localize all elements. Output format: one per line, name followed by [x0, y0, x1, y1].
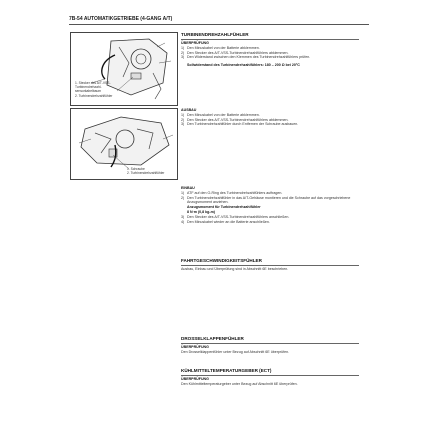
callout-item: 1. Stecker des A/T-VSS-Turbinendrehzahl- [75, 81, 111, 90]
subsection-title: ÜBERPRÜFUNG [181, 345, 209, 349]
section-title: DROSSELKLAPPENFÜHLER [181, 336, 244, 341]
list-item: 3) Den Widerstand zwischen den Klemmen des Turbinendrehzahlfühlers prüfen. [181, 55, 311, 60]
header-rule [69, 24, 369, 25]
turbine-sensor-section [181, 32, 359, 68]
list-item: 3) Den Turbinendrehzahlfühler durch Entfernen der Schraube ausbauen. [181, 122, 299, 127]
list-item: 2) Den Turbinendrehzahlfühler in das A/T-Gehäuse montieren und die Schraube auf das vorgeschriebene Anzugsmoment anziehen. [181, 195, 351, 205]
figure-turbine-sensor-connector [70, 32, 178, 106]
throttle-sensor-section [181, 336, 359, 355]
section-text: Den Kühlmitteltemperaturgeber unter Bezug auf Abschnitt 6E überprüfen. [181, 381, 298, 386]
subsection-title: EINBAU [181, 186, 195, 190]
vss-section [181, 258, 359, 272]
callout-item: 2. Turbinendrehzahlfühler [75, 93, 113, 98]
section-title: FAHRTGESCHWINDIGKEITSFÜHLER [181, 258, 262, 263]
list-item: 1) Den Minuskabel von der Batterie abklemmen. [181, 45, 260, 50]
page-header: 7B-54 AUTOMATIKGETRIEBE (4-GANG A/T) [69, 16, 173, 22]
list-item: 2) Den Stecker des A/T-VSS-Turbinendrehzahlfühlers abklemmen. [181, 117, 289, 122]
figure-turbine-sensor-bolt [70, 108, 178, 180]
section-rule [181, 375, 359, 376]
turbine-removal-section [181, 108, 359, 127]
subsection-title: AUSBAU [181, 108, 197, 112]
figure-1-callouts [75, 81, 121, 98]
section-text: Ausbau, Einbau und Überprüfung sind in Abschnitt 6E beschrieben. [181, 267, 289, 271]
subsection-title: ÜBERPRÜFUNG [181, 377, 209, 381]
resistance-spec: Sollwiderstand des Turbinendrehzahlfühlers: 180 – 200 Ω bei 20°C [187, 63, 300, 68]
callout-item: 2. Turbinendrehzahlfühler [127, 171, 165, 176]
list-item: 2) Den Stecker des A/T-VSS-Turbinendrehzahlfühlers abklemmen. [181, 50, 289, 55]
ect-section [181, 368, 359, 387]
section-rule [181, 343, 359, 344]
turbine-install-section [181, 186, 359, 224]
list-item: 4) Den Minuskabel wieder an die Batterie anschließen. [181, 219, 270, 224]
torque-label: Anzugsmoment für Turbinendrehzahlfühler [187, 205, 261, 210]
figure-2-callouts [127, 167, 173, 175]
list-item: 3) Den Stecker des A/T-VSS-Turbinendrehzahlfühlers anschließen. [181, 214, 290, 219]
section-text: Den Drosselklappenfühler unter Bezug auf Abschnitt 6E überprüfen. [181, 349, 290, 354]
callout-item: 1. Schraube [127, 167, 145, 171]
list-item: 1) ATF auf den O-Ring des Turbinendrehzahlfühlers auftragen. [181, 190, 283, 195]
section-title: TURBINENDREHZAHLFÜHLER [181, 32, 249, 37]
subsection-title: ÜBERPRÜFUNG [181, 41, 209, 45]
torque-value: 8 N·m (0,8 kg-m) [187, 209, 215, 214]
section-title: KÜHLMITTELTEMPERATURGEBER (ECT) [181, 368, 272, 373]
section-rule [181, 39, 359, 40]
list-item: 1) Den Minuskabel von der Batterie abklemmen. [181, 112, 260, 117]
section-rule [181, 265, 359, 266]
callout-item: sensorkabelbaum [75, 89, 102, 94]
